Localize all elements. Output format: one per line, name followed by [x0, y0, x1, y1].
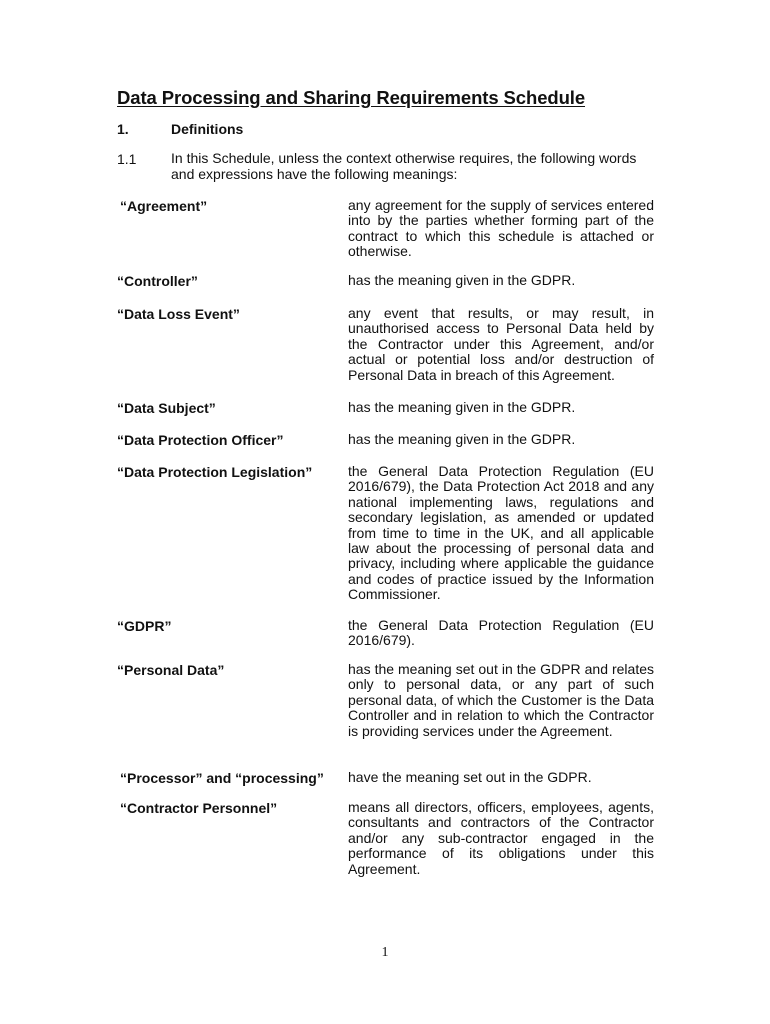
definition-term: “Controller”: [117, 273, 198, 289]
page-number: 1: [381, 945, 389, 960]
definition-meaning: the General Data Protection Regulation (EU 2016/679), the Data Protection Act 2018 and any national implementing laws, regulations and secondary legislation, as amended or updated from time to time in the UK, and all applicable law about the processing of personal data and privacy, including where applicable the guidance and codes of practice issued by the Information Commissioner.: [348, 463, 654, 603]
definition-term: “Data Protection Officer”: [117, 432, 284, 448]
definition-term: “Contractor Personnel”: [120, 800, 278, 816]
definition-term: “Agreement”: [120, 198, 208, 214]
definition-term: “GDPR”: [117, 618, 172, 634]
definition-meaning: has the meaning set out in the GDPR and relates only to personal data, or any part of such personal data, of which the Customer is the Data Controller and in relation to which the Contractor is providing services under the Agreement.: [348, 661, 654, 739]
definition-term: “Processor” and “processing”: [120, 770, 324, 786]
definition-term: “Personal Data”: [117, 662, 225, 678]
definition-term: “Data Subject”: [117, 400, 216, 416]
document-title: Data Processing and Sharing Requirements Schedule: [117, 87, 586, 108]
definition-meaning: has the meaning given in the GDPR.: [348, 272, 576, 288]
clause-text: In this Schedule, unless the context otherwise requires, the following words and expressions have the following meanings:: [171, 150, 637, 182]
clause-number: 1.1: [117, 151, 137, 167]
definition-meaning: has the meaning given in the GDPR.: [348, 399, 576, 415]
definition-meaning: has the meaning given in the GDPR.: [348, 431, 576, 447]
definition-meaning: the General Data Protection Regulation (EU 2016/679).: [348, 617, 654, 649]
definition-meaning: have the meaning set out in the GDPR.: [348, 769, 592, 785]
section-number: 1.: [117, 121, 129, 137]
definition-term: “Data Loss Event”: [117, 306, 240, 322]
section-title: Definitions: [171, 121, 244, 137]
definition-meaning: means all directors, officers, employees, agents, consultants and contractors of the Contractor and/or any sub-contractor engaged in the performance of its obligations under this Agreement.: [348, 799, 654, 877]
definition-meaning: any event that results, or may result, in unauthorised access to Personal Data held by the Contractor under this Agreement, and/or actual or potential loss and/or destruction of Personal Data in breach of this Agreement.: [348, 305, 654, 383]
definition-meaning: any agreement for the supply of services entered into by the parties whether forming part of the contract to which this schedule is attached or otherwise.: [348, 197, 654, 260]
definition-term: “Data Protection Legislation”: [117, 464, 313, 480]
